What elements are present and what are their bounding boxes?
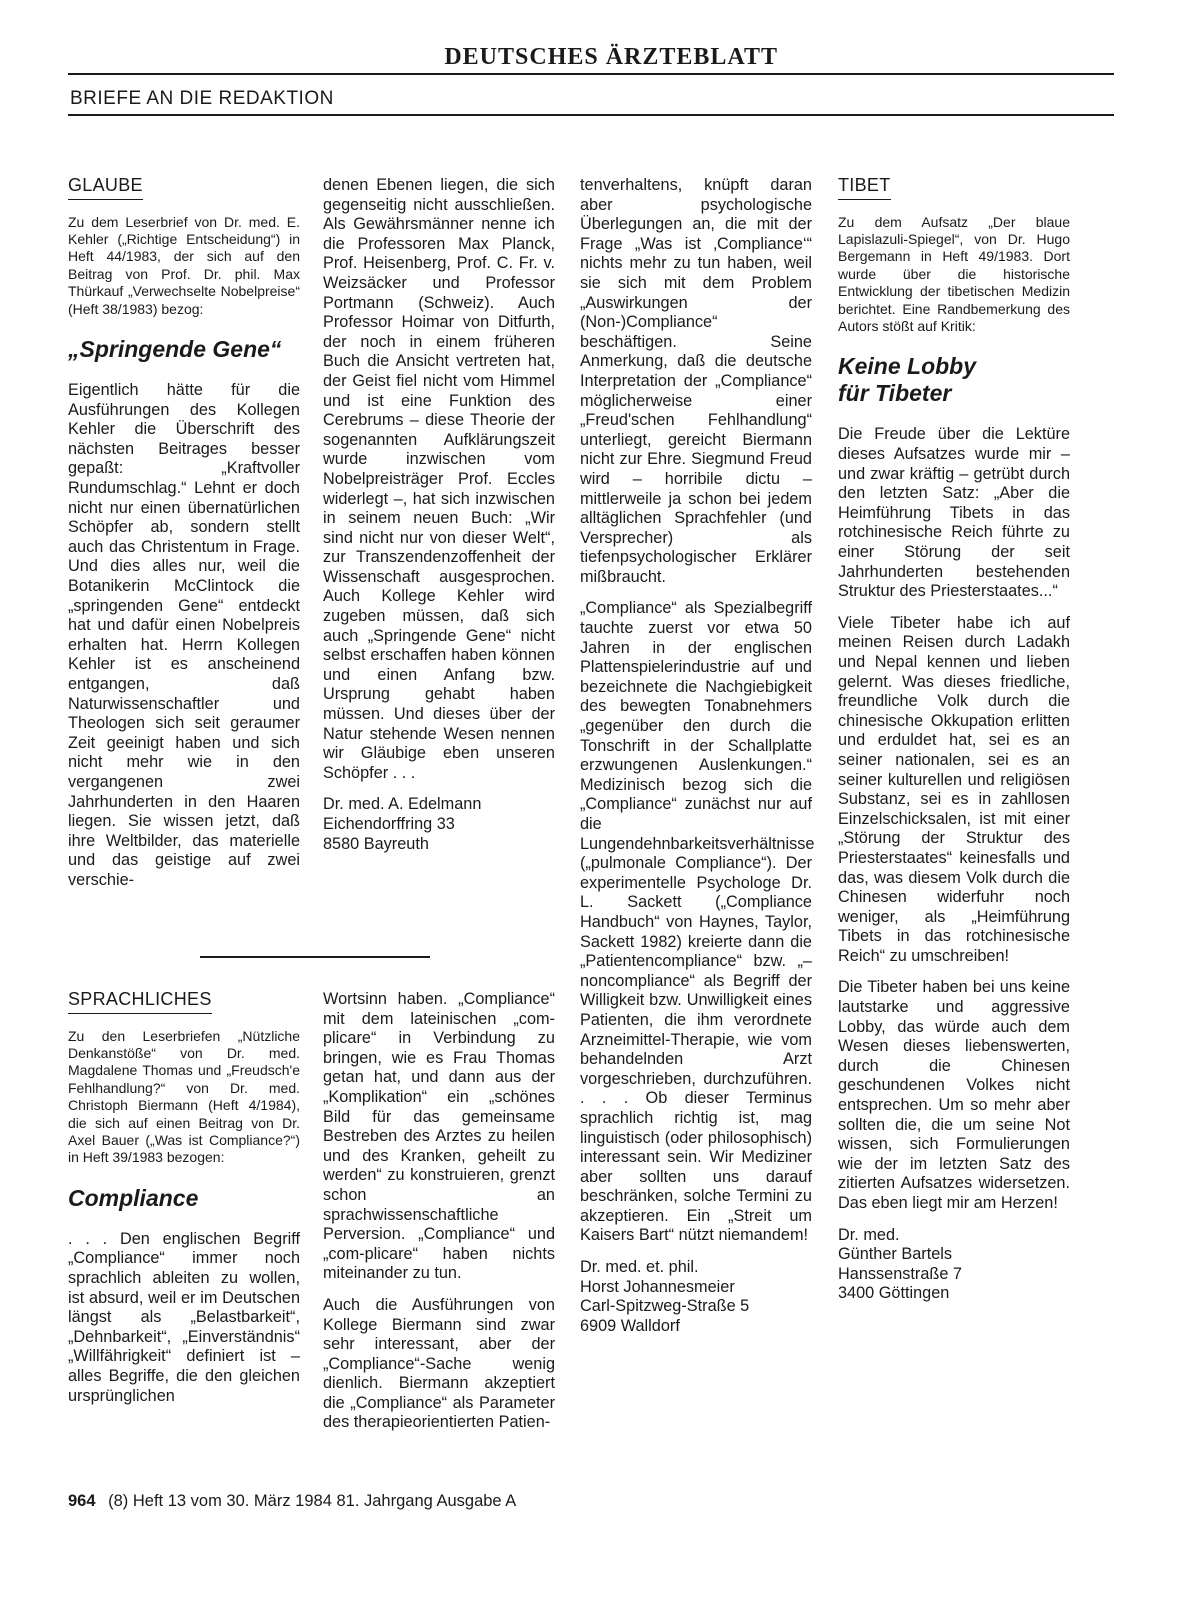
header-rule-bottom xyxy=(68,114,1114,116)
page-footer xyxy=(68,1492,516,1511)
rubric-sprachliches: SPRACHLICHES xyxy=(68,990,212,1014)
letter-tibet-signature xyxy=(838,1226,1070,1304)
letter-glaube-intro: Zu dem Leserbrief von Dr. med. E. Kehler („Richtige Entscheidung“) in Heft 44/1983, der sich auf den Beitrag von Prof. Dr. phil. Max Thürkauf „Verwechselte Nobelpreise“ (Heft 38/1983) bezog: xyxy=(68,213,300,317)
signature-line: 8580 Bayreuth xyxy=(323,834,429,853)
letter-glaube-col2 xyxy=(323,176,555,854)
signature-line: Dr. med. et. phil. xyxy=(580,1258,699,1277)
signature-line: Dr. med. xyxy=(838,1225,900,1244)
letter-tibet-body-1: Die Freude über die Lektüre dieses Aufsatzes wurde mir – und zwar kräftig – getrübt durch den letzten Satz: „Aber die Heimführung Tibets in das rotchinesische Reich führte zu einer Störung der seit Jahrhunderten bestehenden Struktur des Priesterstaates...“ xyxy=(838,425,1070,601)
letter-sprachliches-intro: Zu den Leserbriefen „Nützliche Denkanstöße“ von Dr. med. Magdalene Thomas und „Freudsch'e Fehlhandlung?“ von Dr. med. Christoph Biermann (Heft 4/1984), die sich auf einen Beitrag von Dr. Axel Bauer („Was ist Compliance?“) in Heft 39/1983 bezogen: xyxy=(68,1027,300,1166)
letter-tibet-headline xyxy=(838,353,1070,407)
letter-sprachliches-col2 xyxy=(323,990,555,1445)
signature-line: Eichendorffring 33 xyxy=(323,815,455,833)
page-number: 964 xyxy=(68,1492,96,1510)
letter-sprachliches-body-3b: „Compliance“ als Spezialbegriff tauchte zuerst vor etwa 50 Jahren in der englischen Plattenspielerindustrie auf und bezeichnete die Nachgiebigkeit des bewegten Tonabnehmers „gegenüber den durch die Tonschrift in der Schallplatte erzwungenen Auslenkungen.“ Medizinisch bezog sich die „Compliance“ zunächst nur auf die Lungendehnbarkeitsverhältnisse („pulmonale Compliance“). Der experimentelle Psychologe Dr. L. Sackett („Compliance Handbuch“ von Haynes, Taylor, Sackett 1982) kreierte dann die „Patientencompliance“ bzw. „– noncompliance“ als Begriff der Willigkeit bzw. Unwilligkeit eines Patienten, die ihm verordnete Arzneimittel-Therapie, wie vom behandelnden Arzt vorgeschrieben, durchzuführen. . . . Ob dieser Terminus sprachlich richtig ist, mag linguistisch (oder philosophisch) interessant sein. Wir Mediziner aber sollten uns darauf beschränken, solche Termini zu akzeptieren. Ein „Streit um Kaisers Bart“ nützt niemandem! xyxy=(580,599,815,1245)
header-rule-top xyxy=(68,73,1114,75)
letter-tibet-body-3: Die Tibeter haben bei uns keine lautstarke und aggressive Lobby, das würde auch dem Wesen dieses liebenswerten, durch die Chinesen geschundenen Volkes nicht entsprechen. Um so mehr aber sollten die, die um seine Not wissen, sich Formulierungen wie der im letzten Satz des zitierten Aufsatzes widersetzen. Das eben liegt mir am Herzen! xyxy=(838,978,1070,1212)
letter-sprachliches-body-1: . . . Den englischen Begriff „Compliance“ immer noch sprachlich ableiten zu wollen, ist absurd, weil er im Deutschen längst als „Belastbarkeit“, „Dehnbarkeit“, „Einverständnis“ „Willfährigkeit“ definiert ist – alles Begriffe, die den gleichen ursprünglichen xyxy=(68,1229,300,1405)
letter-sprachliches-body-2b: Auch die Ausführungen von Kollege Biermann sind zwar sehr interessant, aber der „Compliance“-Sache wenig dienlich. Biermann akzeptiert die „Compliance“ als Parameter des therapieorientierten Patien- xyxy=(323,1295,555,1432)
letter-glaube-body-1: Eigentlich hätte für die Ausführungen des Kollegen Kehler die Überschrift des nächsten Beitrages besser gepaßt: „Kraftvoller Rundumschlag.“ Lehnt er doch nicht nur einen übernatürlichen Schöpfer ab, sondern stellt auch das Christentum in Frage. Und dies alles nur, weil die Botanikerin McClintock die „springenden Gene“ entdeckt hat und dafür einen Nobelpreis erhalten hat. Herrn Kollegen Kehler ist es anscheinend entgangen, daß Naturwissenschaftler und Theologen sich seit geraumer Zeit geeinigt haben und sich nicht mehr wie in den vergangenen zwei Jahrhunderten in den Haaren liegen. Sie wissen jetzt, daß ihre Weltbilder, das materielle und das geistige auf zwei verschie- xyxy=(68,381,300,889)
journal-title: DEUTSCHES ÄRZTEBLATT xyxy=(444,44,778,70)
letter-tibet-body-2: Viele Tibeter habe ich auf meinen Reisen durch Ladakh und Nepal kennen und lieben gelernt. Was dieses friedliche, freundliche Volk durch die chinesische Okkupation erlitten und erduldet hat, sei es an seiner nationalen, sei es an seiner kulturellen und religiösen Substanz, sei es in zahllosen Einzelschicksalen, ist mit einer „Störung der Struktur des Priesterstaates“ keinesfalls und das, was diesem Volk durch die Chinesen widerfuhr noch weniger, als „Heimführung Tibets in das rotchinesische Reich“ zu umschreiben! xyxy=(838,613,1070,965)
signature-line: Hanssenstraße 7 xyxy=(838,1264,962,1283)
letter-sprachliches-body-2a: Wortsinn haben. „Compliance“ mit dem lateinischen „com-plicare“ in Verbindung zu bringen, wie es Frau Thomas getan hat, und dann aus der „Komplikation“ ein „schönes Bild für das gemeinsame Bestreben des Arztes zu heilen und des Kranken, geheilt zu werden“ zu konstruieren, grenzt schon an sprachwissenschaftliche Perversion. „Compliance“ und „com-plicare“ haben nichts miteinander zu tun. xyxy=(323,990,555,1283)
letter-tibet-intro: Zu dem Aufsatz „Der blaue Lapislazuli-Spiegel“, von Dr. Hugo Bergemann in Heft 49/1983. Dort wurde über die historische Entwicklung der tibetischen Medizin berichtet. Eine Randbemerkung des Autors stößt auf Kritik: xyxy=(838,213,1070,335)
signature-line: 3400 Göttingen xyxy=(838,1284,950,1303)
section-title: BRIEFE AN DIE REDAKTION xyxy=(70,88,334,109)
rubric-glaube: GLAUBE xyxy=(68,176,143,200)
signature-line: Günther Bartels xyxy=(838,1245,953,1264)
letter-sprachliches-col3 xyxy=(580,176,815,1336)
signature-line: Horst Johannesmeier xyxy=(580,1277,735,1296)
headline-line: für Tibeter xyxy=(838,380,952,407)
letter-sprachliches-signature xyxy=(580,1258,812,1336)
rubric-tibet: TIBET xyxy=(838,176,891,200)
letter-glaube-body-2: denen Ebenen liegen, die sich gegenseitig nicht ausschließen. Als Gewährsmänner nenne ich die Professoren Max Planck, Prof. Heisenberg, Prof. C. Fr. v. Weizsäcker und Professor Portmann (Schweiz). Auch Professor Hoimar von Ditfurth, der noch in einem früheren Buch die Ansicht vertreten hat, der Geist fiel nicht vom Himmel und ist eine Funktion des Cerebrums – diese Theorie der sogenannten Aufklärungszeit wurde inzwischen vom Nobelpreisträger Prof. Eccles widerlegt –, hat sich inzwischen in seinem neuen Buch: „Wir sind nicht nur von dieser Welt“, zur Transzendenzoffenheit der Wissenschaft ausgesprochen. Auch Kollege Kehler wird zugeben müssen, daß sich auch „Springende Gene“ nicht selbst erschaffen haben können und einen Anfang bzw. Ursprung gehabt haben müssen. Und dieses über der Natur stehende Wesen nennen wir Gläubige eben unseren Schöpfer . . . xyxy=(323,176,555,782)
masthead xyxy=(68,44,1114,74)
letter-tibet-col4 xyxy=(838,176,1070,1304)
signature-line: 6909 Walldorf xyxy=(580,1316,680,1335)
letter-glaube-headline: „Springende Gene“ xyxy=(68,336,282,363)
headline-line: Keine Lobby xyxy=(838,353,977,380)
signature-line: Carl-Spitzweg-Straße 5 xyxy=(580,1297,750,1316)
letter-glaube-signature xyxy=(323,795,555,854)
signature-line: Dr. med. A. Edelmann xyxy=(323,795,482,814)
issue-details: (8) Heft 13 vom 30. März 1984 81. Jahrgang Ausgabe A xyxy=(108,1492,517,1510)
letter-glaube-col1 xyxy=(68,176,300,902)
letter-sprachliches-body-3a: tenverhaltens, knüpft daran aber psychologische Überlegungen an, die mit der Frage „Was ist ‚Compliance‘“ nichts mehr zu tun haben, weil sie sich mit dem Problem „Auswirkungen der (Non-)Compliance“ beschäftigen. Seine Anmerkung, daß die deutsche Interpretation der „Compliance“ möglicherweise einer „Freud'schen Fehlhandlung“ unterliegt, gereicht Biermann nicht zur Ehre. Siegmund Freud wird – horribile dictu – mittlerweile ja schon bei jedem alltäglichen Sprachfehler (und Versprecher) als tiefenpsychologischer Erklärer mißbraucht. xyxy=(580,176,812,586)
letter-sprachliches-col1 xyxy=(68,990,300,1418)
letter-sprachliches-headline: Compliance xyxy=(68,1184,199,1211)
letter-separator xyxy=(200,956,430,958)
